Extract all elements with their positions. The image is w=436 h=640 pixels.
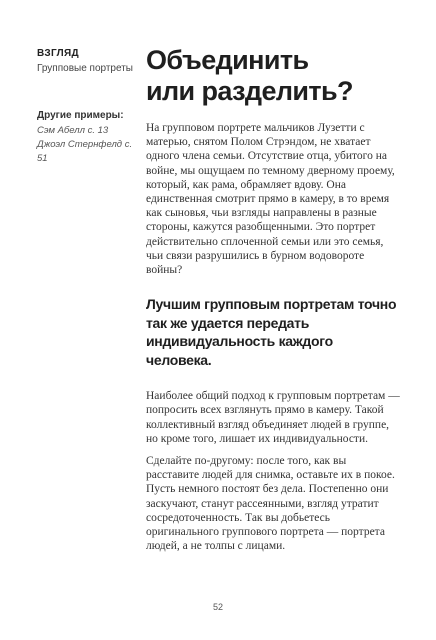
other-examples-title: Другие примеры: bbox=[37, 110, 124, 121]
page-title bbox=[146, 45, 400, 107]
page-number: 52 bbox=[212, 602, 223, 612]
section-title: ВЗГЛЯД bbox=[37, 48, 79, 59]
other-examples-list bbox=[37, 124, 137, 166]
other-example-item: Джоэл Стернфелд с. 51 bbox=[37, 139, 133, 164]
title-line-1: Объединить bbox=[146, 45, 309, 75]
body-paragraph-3: Сделайте по-другому: после того, как вы расставите людей для снимка, оставьте их в покое. Пусть немного постоят без дела. Постепенно они заскучают, станут рассеянными, взгляд утратит сосредоточенность. Так вы добьетесь оригинального группового портрета — портрета людей, а не толпы с лицами. bbox=[146, 455, 395, 553]
body-paragraph-1: На групповом портрете мальчиков Лузетти с матерью, снятом Полом Стрэндом, не хватает одного члена семьи. Отсутствие отца, убитого на войне, мы ощущаем по темному дверному проему, который, как рама, обрамляет вдову. Она единственная смотрит прямо в камеру, в то время как сыновья, чьи взгляды направлены в разные стороны, кажутся разобщенными. Это портрет действительно сплоченной семьи или это семья, чьи связи разрушились в бурном водовороте войны? bbox=[146, 122, 395, 277]
sidebar bbox=[37, 48, 137, 166]
lead-statement: Лучшим групповым портретам точно так же удается передать индивидуальность каждого человека. bbox=[146, 296, 397, 368]
section-subtitle: Групповые портреты bbox=[37, 63, 133, 74]
body-paragraph-2: Наиболее общий подход к групповым портретам — попросить всех взглянуть прямо в камеру. Такой коллективный взгляд объединяет людей в группе, но кроме того, лишает их индивидуальности. bbox=[146, 390, 400, 445]
main-content bbox=[146, 45, 400, 553]
title-line-2: или разделить? bbox=[146, 76, 353, 106]
other-example-item: Сэм Абелл с. 13 bbox=[37, 125, 109, 136]
